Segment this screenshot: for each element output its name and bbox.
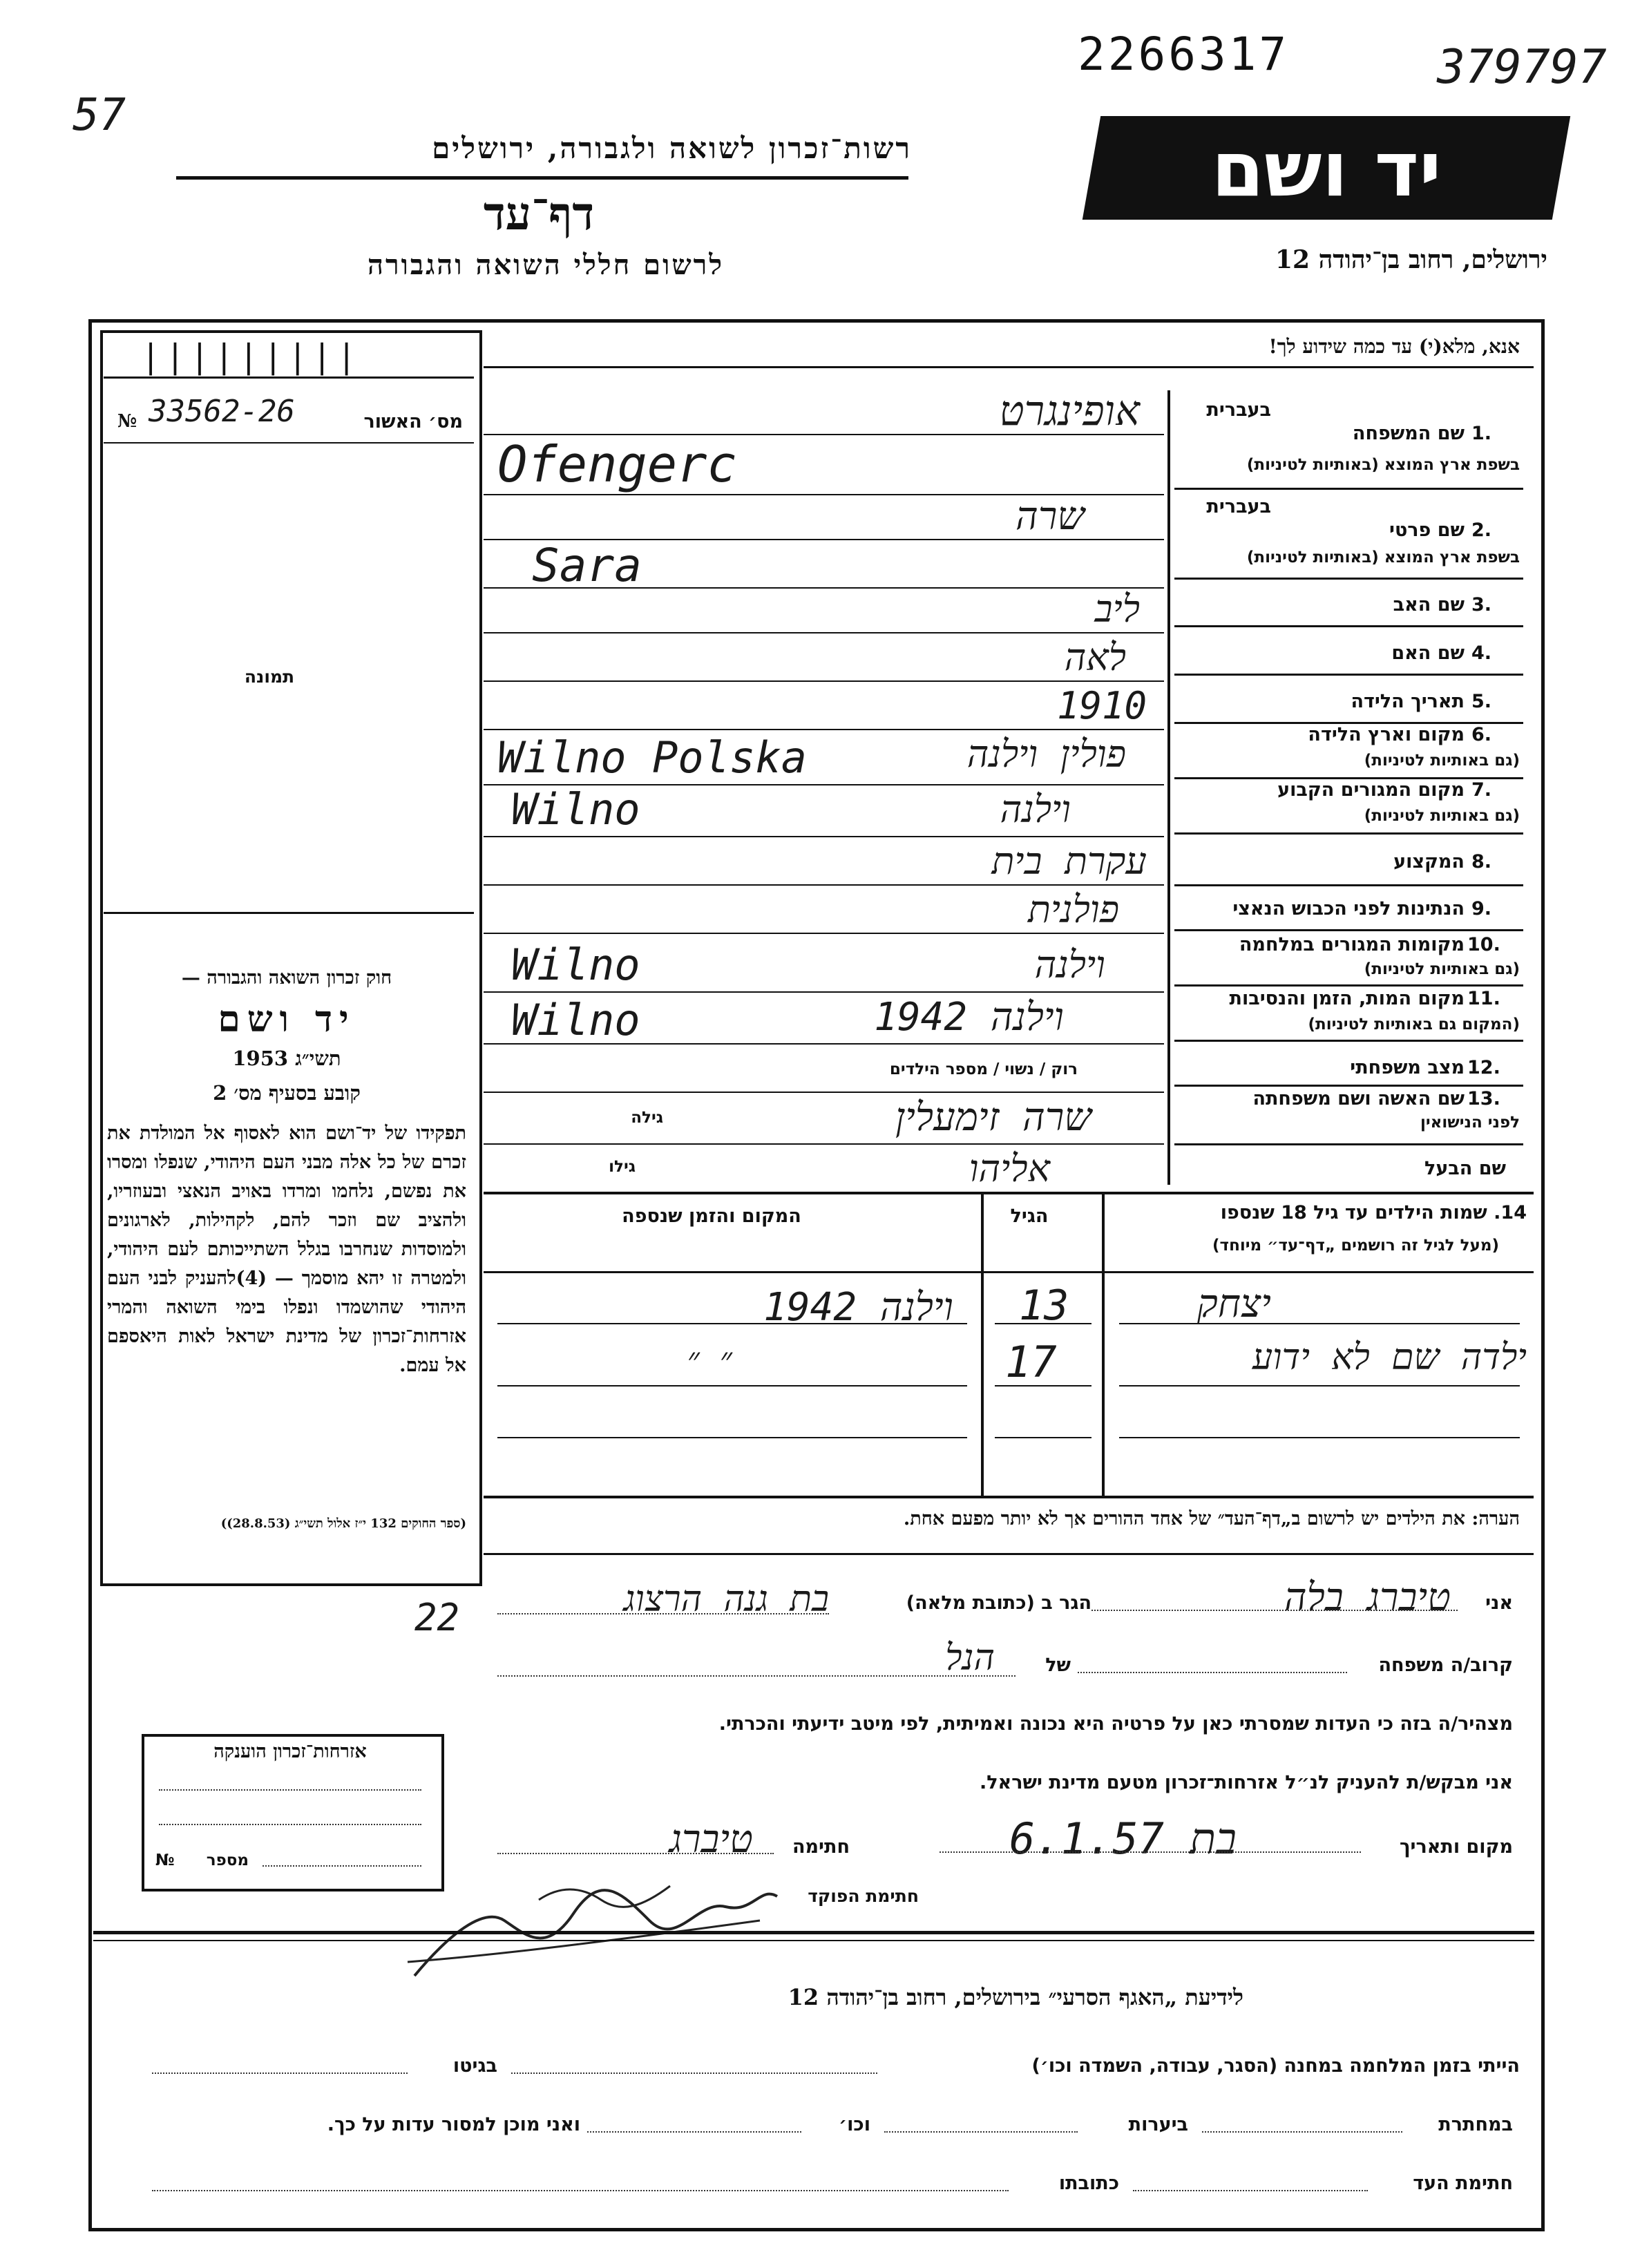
approval-no-sign: №	[117, 411, 137, 432]
bottom-line2b: ביערות	[1128, 2114, 1188, 2135]
row1-sub: בשפת ארץ המוצא (באותיות לטיניות)	[1246, 456, 1520, 474]
row10-latin: Wilno	[511, 940, 640, 990]
children-col-age: הגיל	[1010, 1206, 1049, 1227]
law-source: (ספר החוקים 132 י״ז אלול תשי״ג (28.8.53))	[220, 1516, 466, 1531]
row12-num: 12.	[1467, 1057, 1500, 1078]
approval-label: מס׳ האשור	[363, 411, 463, 432]
row1-side: בעברית	[1206, 399, 1271, 421]
wife-name: שרה זימעלין	[895, 1095, 1091, 1140]
logo-text: יד ושם	[1211, 125, 1442, 213]
child1-name: יצחק	[1196, 1281, 1271, 1326]
note: הערה: את הילדים יש לרשום ב„דף־העד״ של אחד ההורים אך לא יותר מפעם אחת.	[903, 1508, 1520, 1530]
law-text: תפקידו של יד־ושם הוא לאסוף אל המולדת את זכרם של כל אלה מבני העם היהודי, שנפלו ומסרו את נפשם, נלחמו ומרדו באויב הנאצי ובעוזריו, ולהציב שם וזכר להם, לקהילות, לארגונים ולמוסדות שנחרבו בגלל השתייכותם לעם היהודי, ולמטרה זו יהא מוסמך — (4)להעניק לבני העם היהודי שהושמדו ונפלו בימי השואה והמרי אזרחות־זכרון של מדינת ישראל לאות היאספם אל עמם.	[107, 1123, 467, 1376]
bottom-line2a: במחתרת	[1438, 2114, 1513, 2135]
row5-num: 5.	[1471, 691, 1492, 712]
row5-value: 1910	[1057, 684, 1147, 727]
husband-name: אליהו	[969, 1147, 1050, 1190]
row7-num: 7.	[1471, 779, 1492, 801]
wife-age-label: גילה	[631, 1109, 663, 1127]
row9-value: פולנית	[1027, 888, 1119, 931]
row2-side: בעברית	[1206, 496, 1271, 517]
row7-latin: Wilno	[511, 784, 640, 835]
child2-name: ילדה שם לא ידוע	[1252, 1337, 1527, 1378]
row6-sub: (גם באותיות לטיניות)	[1364, 752, 1520, 770]
record-number: 2266317	[1078, 28, 1290, 81]
row12-label: מצב משפחתי	[1350, 1057, 1465, 1078]
row12-options: רוק / נשוי / מספר הילדים	[889, 1060, 1078, 1078]
law-clause: קובע בסעיף מס׳ 2	[213, 1081, 361, 1105]
number-label: מספר	[206, 1851, 249, 1869]
row11-hebrew: וילנה 1942	[874, 995, 1064, 1040]
signature-value: טיברג	[669, 1817, 753, 1862]
relation-label: קרוב/ה משפחה	[1378, 1655, 1513, 1676]
row2-latin: Sara	[532, 539, 642, 592]
row13-label: שם האשה ושם משפחתה	[1252, 1088, 1465, 1109]
row4-label: שם האם	[1391, 642, 1465, 664]
institution-name: רשות־זכרון לשואה ולגבורה, ירושלים	[432, 131, 912, 165]
resides-label: הגר ב (כתובת מלאה)	[906, 1592, 1091, 1614]
row13-num: 13.	[1467, 1088, 1500, 1109]
row6-num: 6.	[1471, 724, 1492, 745]
row4-num: 4.	[1471, 642, 1492, 664]
relation-value: הנל	[945, 1637, 995, 1679]
officer-signature	[401, 1858, 788, 1983]
row7-label: מקום המגורים הקבוע	[1277, 779, 1465, 801]
child2-place: ״ ״	[687, 1340, 732, 1379]
row1-latin: Ofengerc	[497, 435, 737, 493]
row10-sub: (גם באותיות לטיניות)	[1364, 960, 1520, 978]
address-value: בת גנה הרצוג	[623, 1579, 829, 1620]
citizenship-title: אזרחות־זכרון הוענקה	[213, 1741, 367, 1762]
child2-age: 17	[1005, 1337, 1057, 1387]
bottom-line3a: חתימת העד	[1413, 2173, 1513, 2194]
bottom-line1a: הייתי בזמן המלחמה במחנה (הסגר, עבודה, השמדה וכו׳)	[1031, 2055, 1520, 2077]
bottom-line1b: בגיטו	[452, 2055, 497, 2077]
row7-hebrew: וילנה	[1000, 788, 1071, 831]
law-title: חוק זכרון השואה והגבורה —	[181, 967, 392, 989]
row2-label: שם פרטי	[1389, 520, 1465, 541]
children-col-place: המקום והזמן שנספה	[622, 1206, 801, 1227]
row9-label: הנתינות לפני הכבוש הנאצי	[1232, 898, 1465, 919]
row11-sub: (המקום גם באותיות לטיניות)	[1308, 1016, 1520, 1033]
left-panel	[100, 330, 482, 1586]
row1-num: 1.	[1471, 423, 1492, 444]
row2-num: 2.	[1471, 520, 1492, 541]
instruction: אנא, מלא(י) עד כמה שידוע לך!	[1268, 335, 1520, 358]
row10-label: מקומות המגורים במלחמה	[1239, 934, 1465, 955]
request-text: אני מבקש/ת להעניק לנ״ל אזרחות־זכרון מטעם מדינת ישראל.	[979, 1772, 1513, 1793]
bottom-line3b: כתובתו	[1058, 2173, 1119, 2194]
signature-label: חתימה	[792, 1836, 850, 1858]
bottom-line2d: ואני מוכן למסור עדות על כך.	[327, 2114, 580, 2135]
photo-label: תמונה	[244, 667, 295, 687]
of-label: של	[1045, 1655, 1071, 1676]
row10-hebrew: וילנה	[1034, 943, 1105, 987]
bottom-line2c: וכו׳	[839, 2114, 870, 2135]
row5-label: תאריך הלידה	[1351, 691, 1465, 712]
i-label: אני	[1485, 1592, 1513, 1614]
officer-label: חתימת הפוקד	[808, 1886, 919, 1906]
row6-label: מקום וארץ הלידה	[1308, 724, 1465, 745]
number-sign: №	[155, 1851, 175, 1869]
form-title: דף־עד	[483, 187, 595, 240]
row3-label: שם האב	[1393, 594, 1465, 616]
law-year: תשי״ג 1953	[232, 1047, 341, 1070]
place-date-label: מקום ותאריך	[1399, 1836, 1513, 1858]
row1-label: שם המשפחה	[1352, 423, 1465, 444]
i-value: טיברג בלה	[1284, 1575, 1451, 1620]
row8-num: 8.	[1471, 851, 1492, 873]
row3-num: 3.	[1471, 594, 1492, 616]
row3-value: ליב	[1094, 587, 1140, 631]
place-date-value: בת 6.1.57	[1009, 1813, 1237, 1864]
bottom-title: לידיעת „האגף הסרעי״ בירושלים, רחוב בן־יהודה 12	[788, 1984, 1243, 2010]
row13-sub: לפני הנישואין	[1420, 1114, 1520, 1132]
approval-number: 33562-26	[149, 394, 295, 429]
husband-label: שם הבעל	[1424, 1158, 1506, 1179]
law-name: יד ושם	[218, 998, 356, 1040]
record-number-2: 379797	[1437, 40, 1607, 95]
row8-value: עקרת בית	[991, 839, 1147, 883]
row4-value: לאה	[1064, 636, 1126, 679]
row1-hebrew: אופינגרט	[999, 387, 1140, 435]
row11-latin: Wilno	[511, 995, 640, 1045]
row6-hebrew: פולין וילנה	[966, 732, 1126, 776]
row9-num: 9.	[1471, 898, 1492, 919]
child1-place: וילנה 1942	[763, 1285, 953, 1330]
row8-label: המקצוע	[1393, 851, 1465, 873]
row2-hebrew: שרה	[1016, 494, 1085, 539]
tick-marks: | | | | | | | | |	[145, 337, 354, 376]
row2-sub: בשפת ארץ המוצא (באותיות לטיניות)	[1246, 549, 1520, 566]
child1-age: 13	[1019, 1281, 1069, 1330]
row11-label: מקום המות, הזמן והנסיבות	[1229, 988, 1465, 1009]
declare-text: מצהיר/ה בזה כי העדות שמסרתי כאן על פרטיה היא נכונה ואמיתית, לפי מיטב ידיעתי והכרתי.	[718, 1713, 1513, 1735]
husband-age-label: גילו	[609, 1158, 636, 1176]
corner-number: 57	[73, 90, 126, 141]
row6-latin: Wilno Polska	[497, 732, 807, 783]
row7-sub: (גם באותיות לטיניות)	[1364, 807, 1520, 825]
row10-num: 10.	[1467, 934, 1500, 955]
children-sub: (מעל לגיל זה רושמים „דף־עד״ מיוחד)	[1212, 1237, 1499, 1255]
margin-number: 22	[414, 1596, 460, 1639]
address: ירושלים, רחוב בן־יהודה 12	[1275, 245, 1547, 274]
children-label: 14. שמות הילדים עד גיל 18 שנספו	[1220, 1202, 1527, 1223]
row11-num: 11.	[1467, 988, 1500, 1009]
form-subtitle: לרשום חללי השואה והגבורה	[367, 249, 725, 281]
